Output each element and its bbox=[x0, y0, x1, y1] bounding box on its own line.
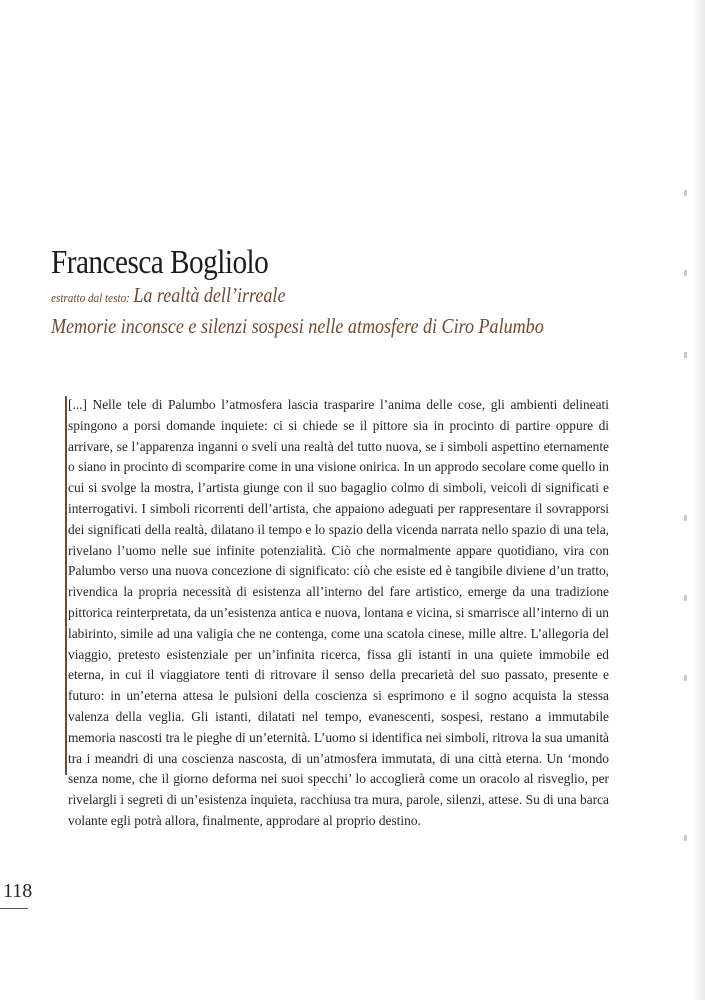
edge-mark bbox=[684, 835, 687, 841]
edge-mark bbox=[684, 270, 687, 276]
work-title-line bbox=[51, 283, 285, 308]
quote-rule bbox=[65, 396, 67, 775]
page-number-rule bbox=[0, 908, 28, 909]
body-paragraph: [...] Nelle tele di Palumbo l’atmosfera lascia trasparire l’anima delle cose, gli ambienti delineati spingono a porsi domande inquiete: ci si chiede se il pittore sia in procinto di partire oppure di arrivare, se l’apparenza inganni o sveli una realtà del tutto nuova, se i simboli aspettino eternamente o siano in procinto di scomparire come in una visione onirica. In un approdo secolare come quello in cui si svolge la mostra, l’artista giunge con il suo bagaglio colmo di simboli, veicoli di significati e interrogativi. I simboli ricorrenti dell’artista, che appaiono adeguati per rappresentare il sovrapporsi dei significati della realtà, dilatano il tempo e lo spazio della vicenda narrata nello spazio di una tela, rivelano l’uomo nelle sue infinite potenzialità. Ciò che normalmente appare quotidiano, vira con Palumbo verso una nuova concezione di significato: ciò che esiste ed è tangibile diviene d’un tratto, rivendica la propria necessità di esistenza all’interno del fare artistico, emerge da una tradizione pittorica reinterpretata, da un’esistenza antica e nuova, lontana e vicina, si smarrisce all’interno di un labirinto, simile ad una valigia che ne contenga, come una scatola cinese, mille altre. L’allegoria del viaggio, pretesto esistenziale per un’infinita ricerca, fissa gli istanti in una quiete immobile ed eterna, in cui il viaggiatore tenti di ritrovare il senso della precarietà del suo passato, presente e futuro: in un’eterna attesa le pulsioni della coscienza si esprimono e il sogno acquista la stessa valenza della veglia. Gli istanti, dilatati nel tempo, evanescenti, sospesi, restano a immutabile memoria nascosti tra le pieghe di un’eternità. L’uomo si identifica nei simboli, ritrova la sua umanità tra i meandri di una coscienza nascosta, di un’atmosfera immutata, di una città eterna. Un ‘mondo senza nome, che il giorno deforma nei suoi specchi’ lo accoglierà come un oracolo al risveglio, per rivelargli i segreti di un’esistenza inquieta, racchiusa tra mura, parole, silenzi, attese. Su di una barca volante egli potrà allora, finalmente, approdare al proprio destino. bbox=[68, 397, 609, 828]
edge-mark bbox=[684, 515, 687, 521]
page-number: 118 bbox=[3, 880, 33, 902]
edge-mark bbox=[684, 675, 687, 681]
work-title: La realtà dell’irreale bbox=[133, 283, 286, 307]
edge-mark bbox=[684, 190, 687, 196]
excerpt-prefix: estratto dal testo: bbox=[51, 290, 130, 305]
author-name: Francesca Bogliolo bbox=[51, 244, 269, 281]
subtitle: Memorie inconsce e silenzi sospesi nelle atmosfere di Ciro Palumbo bbox=[51, 314, 544, 338]
edge-mark bbox=[684, 595, 687, 601]
page-edge-shadow bbox=[691, 0, 705, 1000]
edge-mark bbox=[684, 352, 687, 358]
